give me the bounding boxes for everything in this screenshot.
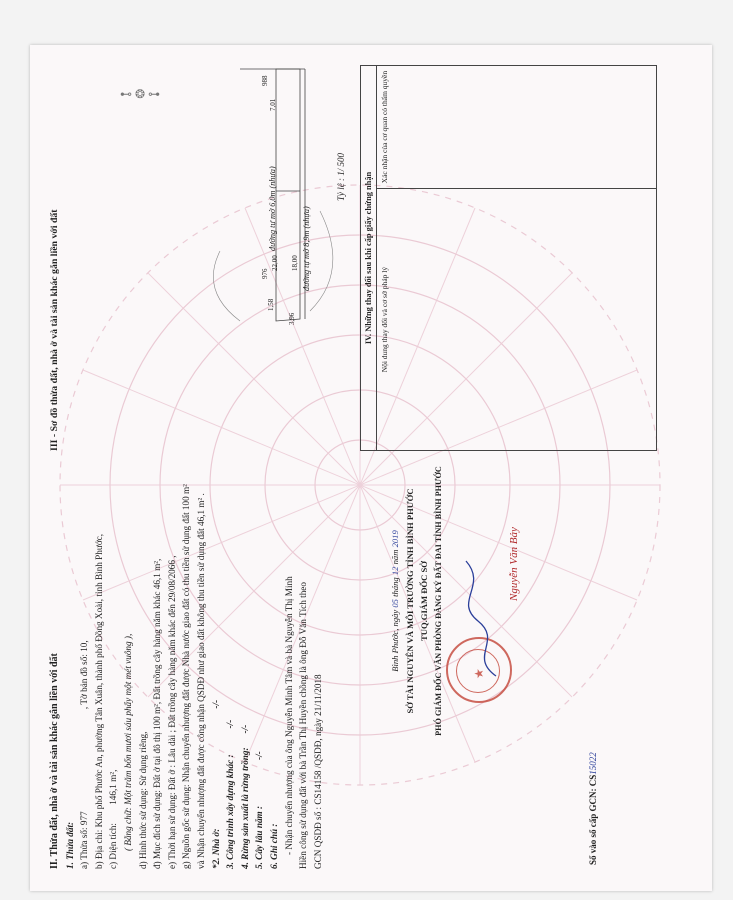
issuing-org: SỞ TÀI NGUYÊN VÀ MÔI TRƯỜNG TỈNH BÌNH PHƯỚC <box>404 488 415 714</box>
map-sheet-number: , Tờ bản đồ số: 10, <box>79 640 90 710</box>
construction-dash: -/- <box>225 719 236 729</box>
dim-corner: 1,58 <box>267 298 275 311</box>
changes-table <box>360 65 657 451</box>
notes-heading: 6. Ghi chú : <box>268 823 279 869</box>
registration-label: Số vào sổ cấp GCN: CS <box>588 774 598 865</box>
house-heading: *2. Nhà ở:-/- <box>210 699 221 869</box>
forest-dash: -/- <box>239 724 250 734</box>
road-8-9m-label: đường tự mở 8,9m (nhựa) <box>302 206 311 291</box>
usage-purpose-line: đ) Mục đích sử dụng: Đất ở tại đô thị 100 m², Đất trồng cây hàng năm khác 46,1 m², <box>152 558 163 869</box>
section-land <box>48 469 325 869</box>
issue-date: Bình Phước, ngày 05 tháng 12 năm 2019 <box>390 530 400 672</box>
issue-month: 12 <box>390 566 400 576</box>
parcel-number: a) Thửa số: 977 <box>79 811 90 869</box>
section-iii-heading: III - Sơ đồ thửa đất, nhà ở và tài sản khác gắn liền với đất <box>49 209 60 451</box>
parcel-988: 988 <box>261 75 269 86</box>
parcel-number-row <box>77 469 92 869</box>
dim-bottom: 18,00 <box>291 255 299 271</box>
area-in-words: ( Bằng chữ: Một trăm bốn mươi sáu phẩy một mét vuông ), <box>122 633 133 851</box>
usage-term-line: e) Thời hạn sử dụng: Đất ở : Lâu dài ; Đất trồng cây hàng năm khác đến 29/08/2066 , <box>166 555 177 869</box>
dim-top: 7,01 <box>269 98 277 111</box>
dim-front: 3,96 <box>288 312 296 325</box>
signature-block <box>388 431 446 771</box>
parcel-diagram <box>180 51 350 331</box>
forest-heading: 4. Rừng sản xuất là rừng trồng:-/- <box>239 724 250 869</box>
note-line-2: Hiền công sử dụng đất với bà Trần Thị Huyền chồng là ông Đỗ Văn Tích theo <box>298 582 309 869</box>
top-ornament: ⊷ ❂ ⊶ <box>120 87 161 101</box>
parcel-976: 976 <box>261 268 269 279</box>
area-value: 146,1 m², <box>108 769 119 805</box>
registration-row <box>586 752 601 865</box>
area-row <box>106 469 121 869</box>
land-subheading: 1. Thửa đất: <box>64 821 75 869</box>
area-label: c) Diện tích: <box>108 823 119 869</box>
official-seal: ★ <box>446 637 512 703</box>
changes-col-confirm: Xác nhận của cơ quan có thẩm quyền <box>377 66 657 189</box>
address-line: b) Địa chỉ: Khu phố Phước An, phường Tân Xuân, thành phố Đồng Xoài, tỉnh Bình Phước, <box>93 533 104 869</box>
usage-form-line: d) Hình thức sử dụng: Sử dụng riêng, <box>137 731 148 869</box>
perennial-heading: 5. Cây lâu năm :-/- <box>254 751 265 869</box>
map-scale: Tỷ lệ : 1/ 500 <box>336 153 346 201</box>
road-6m-label: đường tự mở 6,0m (nhựa) <box>268 166 277 251</box>
issue-year: 2019 <box>390 530 400 548</box>
changes-heading: IV. Những thay đổi sau khi cấp giấy chứng nhận <box>361 66 377 451</box>
perennial-dash: -/- <box>254 751 265 760</box>
signature-scribble <box>458 541 508 681</box>
note-line-3: GCN QSDĐ số : CS14158 /QSDĐ, ngày 21/11/2018 <box>312 674 323 869</box>
house-dash: -/- <box>210 699 221 709</box>
changes-col-content: Nội dung thay đổi và cơ sở pháp lý <box>377 189 657 451</box>
construction-heading: 3. Công trình xây dựng khác :-/- <box>225 719 236 869</box>
origin-line-2: và Nhận chuyển nhượng đất được công nhận QSDĐ như giao đất không thu tiền sử dụng đất 46,1 m² . <box>195 493 206 869</box>
origin-line-1: g) Nguồn gốc sử dụng: Nhận chuyển nhượng đất được Nhà nước giao đất có thu tiền sử dụng đất 100 m² <box>181 484 192 869</box>
signer-title: PHÓ GIÁM ĐỐC VĂN PHÒNG ĐĂNG KÝ ĐẤT ĐAI TỈNH BÌNH PHƯỚC <box>433 466 443 736</box>
authorization-line: TUQ.GIÁM ĐỐC SỞ <box>419 561 430 641</box>
registration-number: 15022 <box>588 752 598 775</box>
signer-name: Nguyễn Văn Bảy <box>508 527 520 601</box>
issue-day: 05 <box>390 599 400 608</box>
dim-side: 22,00 <box>271 255 279 271</box>
section-ii-heading: II. Thửa đất, nhà ở và tài sản khác gắn liền với đất <box>49 653 60 869</box>
note-line-1: - Nhận chuyển nhượng của ông Nguyễn Minh Tâm và bà Nguyễn Thị Minh <box>283 576 294 855</box>
